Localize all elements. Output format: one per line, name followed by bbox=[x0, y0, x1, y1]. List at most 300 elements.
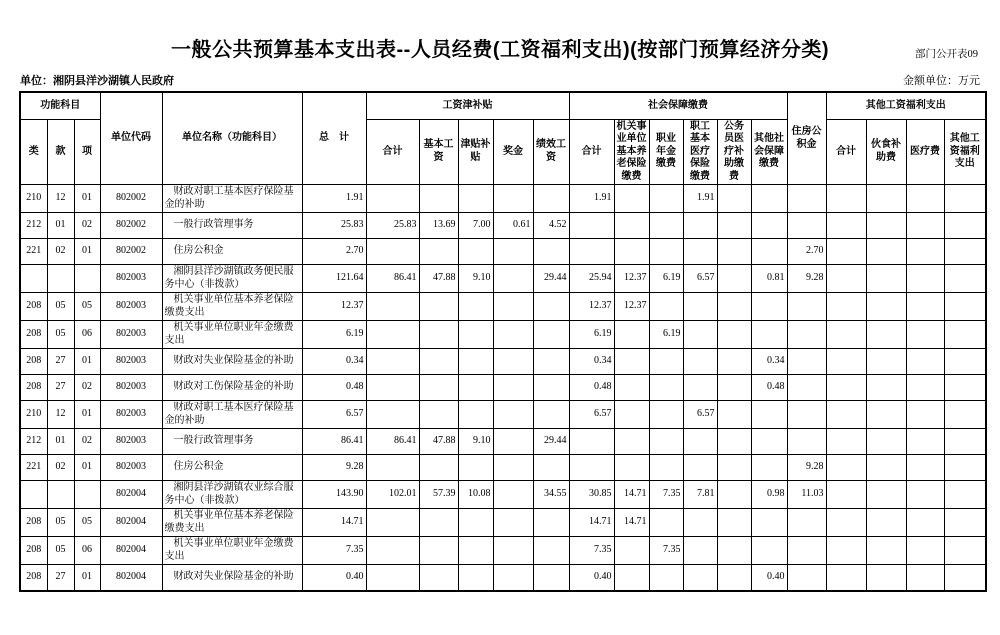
amount-cell bbox=[419, 401, 458, 429]
amount-cell bbox=[717, 321, 751, 349]
table-body bbox=[20, 185, 986, 591]
amount-cell bbox=[906, 481, 944, 509]
amount-cell bbox=[533, 537, 569, 565]
amount-cell bbox=[614, 455, 649, 481]
amount-cell bbox=[944, 565, 986, 591]
amount-cell bbox=[649, 401, 683, 429]
amount-cell: 7.81 bbox=[683, 481, 717, 509]
amount-cell: 9.28 bbox=[302, 455, 366, 481]
amount-cell: 7.00 bbox=[458, 213, 493, 239]
amount-cell: 6.19 bbox=[302, 321, 366, 349]
amount-cell bbox=[906, 509, 944, 537]
header-total: 总 计 bbox=[302, 92, 366, 185]
budget-table bbox=[19, 91, 987, 592]
amount-cell bbox=[533, 321, 569, 349]
amount-cell bbox=[419, 185, 458, 213]
amount-cell bbox=[458, 375, 493, 401]
func-code-cell: 27 bbox=[47, 565, 74, 591]
amount-cell: 10.08 bbox=[458, 481, 493, 509]
amount-cell bbox=[787, 565, 826, 591]
amount-cell bbox=[458, 455, 493, 481]
table-row bbox=[20, 455, 986, 481]
amount-cell bbox=[717, 481, 751, 509]
amount-cell bbox=[751, 429, 787, 455]
amount-cell: 34.55 bbox=[533, 481, 569, 509]
amount-cell bbox=[906, 293, 944, 321]
amount-cell bbox=[717, 401, 751, 429]
amount-cell bbox=[944, 401, 986, 429]
table-row bbox=[20, 429, 986, 455]
func-code-cell: 05 bbox=[47, 321, 74, 349]
amount-cell bbox=[717, 537, 751, 565]
amount-cell: 25.83 bbox=[302, 213, 366, 239]
amount-cell bbox=[906, 429, 944, 455]
amount-cell bbox=[614, 565, 649, 591]
amount-cell bbox=[751, 509, 787, 537]
amount-cell bbox=[866, 239, 906, 265]
amount-cell: 7.35 bbox=[649, 481, 683, 509]
func-code-cell: 01 bbox=[74, 565, 100, 591]
func-code-cell: 27 bbox=[47, 349, 74, 375]
amount-cell: 6.57 bbox=[683, 401, 717, 429]
table-row bbox=[20, 509, 986, 537]
func-code-cell: 01 bbox=[74, 401, 100, 429]
amount-cell: 11.03 bbox=[787, 481, 826, 509]
table-row bbox=[20, 213, 986, 239]
header-other-welfare: 其他工资福利支出 bbox=[944, 119, 986, 185]
amount-cell bbox=[614, 185, 649, 213]
amount-cell bbox=[826, 481, 866, 509]
amount-cell bbox=[458, 349, 493, 375]
func-code-cell bbox=[74, 265, 100, 293]
header-medical-fee: 医疗费 bbox=[906, 119, 944, 185]
amount-cell bbox=[366, 349, 419, 375]
amount-cell bbox=[866, 481, 906, 509]
func-code-cell: 01 bbox=[74, 239, 100, 265]
amount-cell: 12.37 bbox=[614, 293, 649, 321]
amount-cell bbox=[458, 293, 493, 321]
unit-code-cell: 802003 bbox=[100, 429, 162, 455]
unit-name-cell: 机关事业单位职业年金缴费支出 bbox=[162, 537, 302, 565]
func-code-cell bbox=[20, 265, 47, 293]
amount-cell bbox=[649, 185, 683, 213]
amount-cell bbox=[944, 265, 986, 293]
amount-cell bbox=[787, 375, 826, 401]
func-code-cell: 208 bbox=[20, 349, 47, 375]
amount-cell: 0.81 bbox=[751, 265, 787, 293]
amount-cell bbox=[533, 375, 569, 401]
func-code-cell: 01 bbox=[74, 185, 100, 213]
amount-cell: 14.71 bbox=[614, 509, 649, 537]
unit-code-cell: 802002 bbox=[100, 239, 162, 265]
amount-cell bbox=[866, 509, 906, 537]
amount-cell bbox=[649, 349, 683, 375]
amount-cell bbox=[906, 565, 944, 591]
func-code-cell bbox=[20, 481, 47, 509]
amount-cell bbox=[944, 213, 986, 239]
amount-cell bbox=[826, 401, 866, 429]
amount-cell bbox=[717, 349, 751, 375]
unit-name-cell: 湘阴县洋沙湖镇农业综合服务中心（非拨款） bbox=[162, 481, 302, 509]
amount-cell bbox=[787, 509, 826, 537]
func-code-cell: 208 bbox=[20, 321, 47, 349]
amount-cell bbox=[944, 375, 986, 401]
func-code-cell: 02 bbox=[47, 239, 74, 265]
amount-cell bbox=[826, 265, 866, 293]
amount-cell bbox=[683, 429, 717, 455]
amount-cell bbox=[569, 239, 614, 265]
amount-cell bbox=[944, 481, 986, 509]
amount-cell bbox=[366, 185, 419, 213]
header-unit-name: 单位名称（功能科目） bbox=[162, 92, 302, 185]
func-code-cell: 05 bbox=[47, 509, 74, 537]
meta-row bbox=[20, 72, 980, 88]
func-code-cell: 01 bbox=[47, 429, 74, 455]
func-code-cell: 05 bbox=[74, 509, 100, 537]
table-row bbox=[20, 375, 986, 401]
amount-cell bbox=[787, 349, 826, 375]
amount-cell bbox=[944, 293, 986, 321]
corner-label: 部门公开表09 bbox=[915, 49, 978, 60]
amount-unit-label: 金额单位：万元 bbox=[903, 75, 980, 87]
page-title: 一般公共预算基本支出表--人员经费(工资福利支出)(按部门预算经济分类) bbox=[171, 39, 829, 61]
amount-cell bbox=[866, 293, 906, 321]
amount-cell: 14.71 bbox=[614, 481, 649, 509]
func-code-cell bbox=[74, 481, 100, 509]
unit-code-cell: 802003 bbox=[100, 293, 162, 321]
unit-name-cell: 财政对失业保险基金的补助 bbox=[162, 349, 302, 375]
amount-cell bbox=[419, 239, 458, 265]
amount-cell: 4.52 bbox=[533, 213, 569, 239]
table-row bbox=[20, 265, 986, 293]
amount-cell bbox=[826, 455, 866, 481]
amount-cell bbox=[717, 293, 751, 321]
amount-cell bbox=[906, 455, 944, 481]
func-code-cell bbox=[47, 265, 74, 293]
amount-cell bbox=[826, 537, 866, 565]
amount-cell bbox=[751, 185, 787, 213]
amount-cell bbox=[717, 239, 751, 265]
table-row bbox=[20, 565, 986, 591]
amount-cell bbox=[493, 265, 533, 293]
table-header bbox=[20, 92, 986, 185]
amount-cell bbox=[649, 565, 683, 591]
unit-code-cell: 802003 bbox=[100, 265, 162, 293]
amount-cell: 6.57 bbox=[302, 401, 366, 429]
amount-cell: 7.35 bbox=[302, 537, 366, 565]
table-row bbox=[20, 293, 986, 321]
func-code-cell: 06 bbox=[74, 537, 100, 565]
unit-code-cell: 802002 bbox=[100, 185, 162, 213]
amount-cell bbox=[614, 375, 649, 401]
amount-cell bbox=[717, 565, 751, 591]
unit-name-cell: 湘阴县洋沙湖镇政务便民服务中心（非拨款） bbox=[162, 265, 302, 293]
amount-cell: 9.10 bbox=[458, 265, 493, 293]
amount-cell bbox=[944, 349, 986, 375]
amount-cell: 0.40 bbox=[751, 565, 787, 591]
amount-cell: 86.41 bbox=[366, 429, 419, 455]
amount-cell: 29.44 bbox=[533, 265, 569, 293]
func-code-cell: 02 bbox=[47, 455, 74, 481]
unit-name-cell: 一般行政管理事务 bbox=[162, 213, 302, 239]
amount-cell bbox=[458, 565, 493, 591]
func-code-cell: 06 bbox=[74, 321, 100, 349]
amount-cell bbox=[533, 509, 569, 537]
unit-name-cell: 机关事业单位基本养老保险缴费支出 bbox=[162, 509, 302, 537]
amount-cell bbox=[533, 239, 569, 265]
amount-cell: 0.40 bbox=[569, 565, 614, 591]
amount-cell bbox=[366, 321, 419, 349]
amount-cell bbox=[717, 429, 751, 455]
amount-cell bbox=[493, 455, 533, 481]
unit-code-cell: 802003 bbox=[100, 401, 162, 429]
amount-cell bbox=[493, 239, 533, 265]
amount-cell bbox=[717, 265, 751, 293]
func-code-cell: 208 bbox=[20, 565, 47, 591]
table-row bbox=[20, 401, 986, 429]
amount-cell bbox=[493, 293, 533, 321]
table-row bbox=[20, 185, 986, 213]
amount-cell bbox=[683, 293, 717, 321]
header-basic-wage: 基本工资 bbox=[419, 119, 458, 185]
amount-cell bbox=[826, 213, 866, 239]
amount-cell: 0.34 bbox=[569, 349, 614, 375]
amount-cell bbox=[866, 455, 906, 481]
header-meal-subsidy: 伙食补助费 bbox=[866, 119, 906, 185]
amount-cell bbox=[866, 321, 906, 349]
amount-cell bbox=[366, 239, 419, 265]
amount-cell bbox=[906, 537, 944, 565]
amount-cell: 25.83 bbox=[366, 213, 419, 239]
func-code-cell: 01 bbox=[74, 455, 100, 481]
amount-cell bbox=[493, 321, 533, 349]
amount-cell bbox=[751, 455, 787, 481]
amount-cell bbox=[366, 537, 419, 565]
amount-cell bbox=[649, 429, 683, 455]
unit-code-cell: 802003 bbox=[100, 349, 162, 375]
amount-cell bbox=[866, 375, 906, 401]
amount-cell bbox=[826, 565, 866, 591]
amount-cell bbox=[683, 455, 717, 481]
amount-cell bbox=[683, 349, 717, 375]
amount-cell bbox=[419, 455, 458, 481]
amount-cell: 143.90 bbox=[302, 481, 366, 509]
amount-cell bbox=[787, 429, 826, 455]
header-unit-code: 单位代码 bbox=[100, 92, 162, 185]
amount-cell bbox=[787, 293, 826, 321]
header-group-row bbox=[20, 92, 986, 119]
amount-cell bbox=[944, 429, 986, 455]
amount-cell bbox=[533, 185, 569, 213]
header-wage-subtotal: 合计 bbox=[366, 119, 419, 185]
amount-cell bbox=[366, 455, 419, 481]
header-housing-fund: 住房公积金 bbox=[787, 92, 826, 185]
amount-cell bbox=[366, 401, 419, 429]
amount-cell: 9.28 bbox=[787, 265, 826, 293]
amount-cell: 86.41 bbox=[302, 429, 366, 455]
func-code-cell: 01 bbox=[47, 213, 74, 239]
amount-cell bbox=[366, 565, 419, 591]
amount-cell bbox=[533, 455, 569, 481]
func-code-cell: 12 bbox=[47, 185, 74, 213]
amount-cell bbox=[906, 185, 944, 213]
amount-cell: 7.35 bbox=[649, 537, 683, 565]
amount-cell bbox=[826, 239, 866, 265]
amount-cell: 2.70 bbox=[302, 239, 366, 265]
amount-cell bbox=[614, 239, 649, 265]
amount-cell: 12.37 bbox=[614, 265, 649, 293]
amount-cell bbox=[366, 509, 419, 537]
amount-cell bbox=[826, 375, 866, 401]
amount-cell bbox=[866, 565, 906, 591]
amount-cell: 0.98 bbox=[751, 481, 787, 509]
amount-cell bbox=[787, 401, 826, 429]
func-code-cell: 210 bbox=[20, 185, 47, 213]
func-code-cell: 05 bbox=[74, 293, 100, 321]
func-code-cell: 27 bbox=[47, 375, 74, 401]
amount-cell bbox=[717, 185, 751, 213]
amount-cell: 47.88 bbox=[419, 265, 458, 293]
amount-cell bbox=[649, 375, 683, 401]
amount-cell bbox=[906, 401, 944, 429]
amount-cell bbox=[787, 537, 826, 565]
amount-cell: 0.34 bbox=[751, 349, 787, 375]
header-func-class: 类 bbox=[20, 119, 47, 185]
header-social-group: 社会保障缴费 bbox=[569, 92, 787, 119]
amount-cell bbox=[614, 429, 649, 455]
func-code-cell bbox=[47, 481, 74, 509]
amount-cell bbox=[614, 213, 649, 239]
amount-cell: 29.44 bbox=[533, 429, 569, 455]
unit-name-cell: 机关事业单位职业年金缴费支出 bbox=[162, 321, 302, 349]
amount-cell bbox=[366, 375, 419, 401]
amount-cell: 12.37 bbox=[302, 293, 366, 321]
amount-cell bbox=[944, 185, 986, 213]
amount-cell bbox=[419, 537, 458, 565]
amount-cell bbox=[493, 481, 533, 509]
amount-cell bbox=[569, 455, 614, 481]
amount-cell: 6.19 bbox=[649, 265, 683, 293]
amount-cell bbox=[649, 293, 683, 321]
amount-cell bbox=[649, 455, 683, 481]
func-code-cell: 221 bbox=[20, 455, 47, 481]
header-func-group: 功能科目 bbox=[20, 92, 100, 119]
func-code-cell: 212 bbox=[20, 429, 47, 455]
table-row bbox=[20, 239, 986, 265]
func-code-cell: 208 bbox=[20, 537, 47, 565]
amount-cell bbox=[419, 293, 458, 321]
unit-name-cell: 一般行政管理事务 bbox=[162, 429, 302, 455]
header-other-subtotal: 合计 bbox=[826, 119, 866, 185]
amount-cell bbox=[906, 349, 944, 375]
func-code-cell: 212 bbox=[20, 213, 47, 239]
unit-code-cell: 802004 bbox=[100, 509, 162, 537]
amount-cell bbox=[533, 565, 569, 591]
amount-cell bbox=[826, 293, 866, 321]
amount-cell bbox=[649, 239, 683, 265]
amount-cell: 121.64 bbox=[302, 265, 366, 293]
amount-cell bbox=[683, 509, 717, 537]
amount-cell bbox=[944, 537, 986, 565]
amount-cell bbox=[826, 429, 866, 455]
amount-cell bbox=[493, 537, 533, 565]
amount-cell bbox=[683, 321, 717, 349]
unit-name-cell: 住房公积金 bbox=[162, 239, 302, 265]
amount-cell bbox=[683, 239, 717, 265]
amount-cell bbox=[493, 509, 533, 537]
amount-cell bbox=[751, 537, 787, 565]
func-code-cell: 208 bbox=[20, 375, 47, 401]
amount-cell bbox=[533, 349, 569, 375]
amount-cell: 13.69 bbox=[419, 213, 458, 239]
func-code-cell: 02 bbox=[74, 213, 100, 239]
unit-name-cell: 财政对职工基本医疗保险基金的补助 bbox=[162, 185, 302, 213]
amount-cell: 0.48 bbox=[569, 375, 614, 401]
header-social-subtotal: 合计 bbox=[569, 119, 614, 185]
amount-cell bbox=[906, 321, 944, 349]
unit-code-cell: 802003 bbox=[100, 321, 162, 349]
amount-cell bbox=[866, 349, 906, 375]
amount-cell bbox=[683, 375, 717, 401]
amount-cell: 1.91 bbox=[683, 185, 717, 213]
unit-code-cell: 802003 bbox=[100, 375, 162, 401]
amount-cell bbox=[866, 185, 906, 213]
func-code-cell: 210 bbox=[20, 401, 47, 429]
header-bonus: 奖金 bbox=[493, 119, 533, 185]
amount-cell bbox=[419, 565, 458, 591]
amount-cell bbox=[787, 213, 826, 239]
amount-cell bbox=[366, 293, 419, 321]
func-code-cell: 05 bbox=[47, 537, 74, 565]
amount-cell bbox=[866, 429, 906, 455]
amount-cell: 0.61 bbox=[493, 213, 533, 239]
amount-cell bbox=[751, 321, 787, 349]
amount-cell bbox=[614, 401, 649, 429]
amount-cell: 57.39 bbox=[419, 481, 458, 509]
header-annuity-contrib: 职业年金缴费 bbox=[649, 119, 683, 185]
amount-cell: 0.48 bbox=[751, 375, 787, 401]
amount-cell bbox=[751, 293, 787, 321]
amount-cell: 14.71 bbox=[302, 509, 366, 537]
unit-name-cell: 财政对职工基本医疗保险基金的补助 bbox=[162, 401, 302, 429]
amount-cell bbox=[717, 455, 751, 481]
amount-cell: 0.34 bbox=[302, 349, 366, 375]
amount-cell bbox=[906, 213, 944, 239]
amount-cell bbox=[751, 213, 787, 239]
amount-cell bbox=[493, 185, 533, 213]
unit-code-cell: 802003 bbox=[100, 455, 162, 481]
amount-cell: 2.70 bbox=[787, 239, 826, 265]
func-code-cell: 221 bbox=[20, 239, 47, 265]
header-wage-group: 工资津补贴 bbox=[366, 92, 569, 119]
unit-code-cell: 802004 bbox=[100, 565, 162, 591]
page bbox=[0, 33, 1000, 635]
amount-cell: 86.41 bbox=[366, 265, 419, 293]
amount-cell: 30.85 bbox=[569, 481, 614, 509]
amount-cell bbox=[826, 349, 866, 375]
amount-cell bbox=[866, 537, 906, 565]
amount-cell: 102.01 bbox=[366, 481, 419, 509]
func-code-cell: 05 bbox=[47, 293, 74, 321]
amount-cell bbox=[533, 401, 569, 429]
amount-cell bbox=[717, 213, 751, 239]
amount-cell bbox=[944, 455, 986, 481]
table-row bbox=[20, 481, 986, 509]
header-func-section: 款 bbox=[47, 119, 74, 185]
amount-cell: 0.48 bbox=[302, 375, 366, 401]
amount-cell bbox=[826, 321, 866, 349]
header-performance-wage: 绩效工资 bbox=[533, 119, 569, 185]
